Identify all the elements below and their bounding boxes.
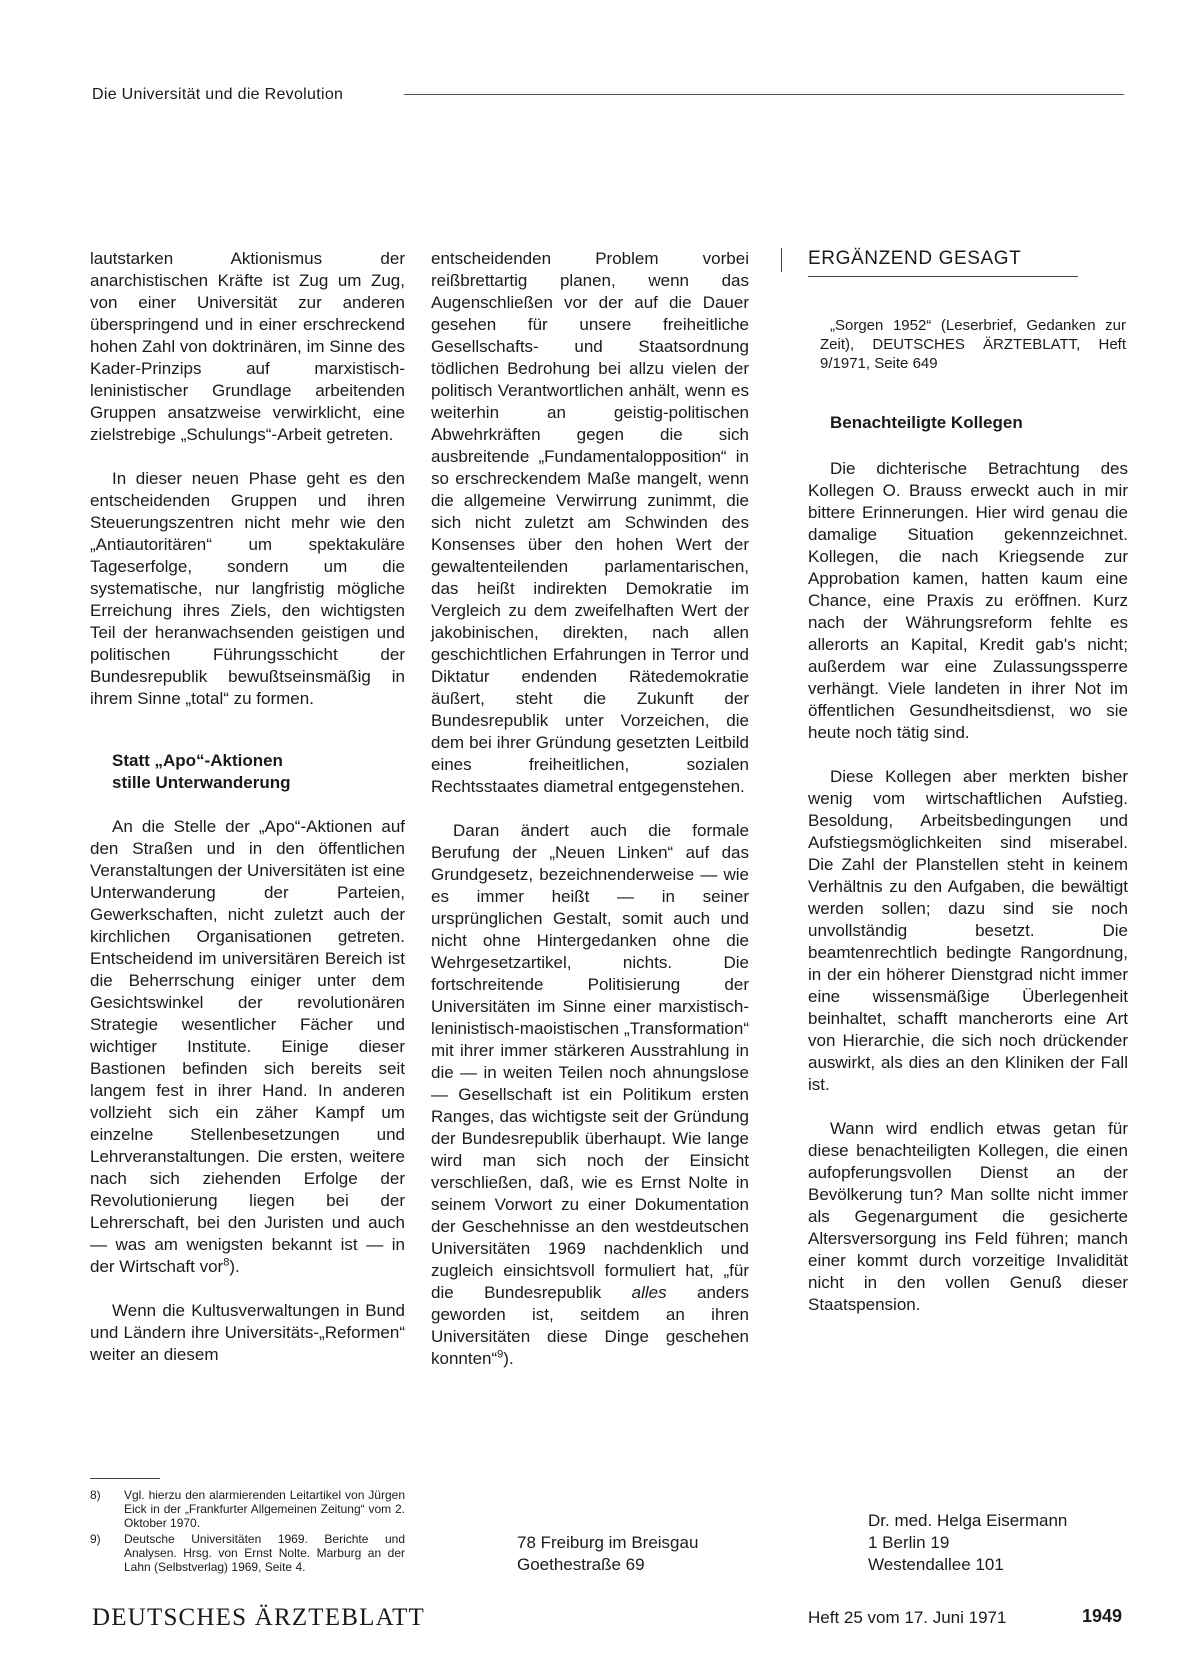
paragraph-text: ).	[229, 1257, 240, 1276]
reference-text: „Sorgen 1952“ (Leserbrief, Gedanken zur Zeit), DEUTSCHES ÄRZTEBLATT, Heft 9/1971, Seite 649	[820, 317, 1126, 372]
paragraph: entscheidenden Problem vorbei reißbrettartig planen, wenn das Augenschließen vor der auf die Dauer gesehen für unsere freiheitliche Gesellschafts- und Staatsordnung tödlichen Bedrohung bei allzu vielen der politisch Verantwortlichen anhält, wenn es weiterhin an geistig-politischen Abwehrkräften gegen die sich ausbreitende „Fundamentalopposition“ in so erschreckendem Maße mangelt, wenn die allgemeine Verwirrung zunimmt, die sich nicht zuletzt am Schwinden des Konsenses über den hohen Wert der gewaltenteilenden parlamentarischen, das heißt indirekten Demokratie im Vergleich zu dem zweifelhaften Wert der jakobinischen, direkten, nach allen geschichtlichen Erfahrungen in Terror und Diktatur endenden Rätedemokratie äußert, steht die Zukunft der Bundesrepublik unter Vorzeichen, die dem bei ihrer Gründung gesetzten Leitbild eines freiheitlichen, sozialen Rechtsstaates diametral entgegenstehen.	[431, 249, 749, 796]
paragraph-text: Daran ändert auch die formale Berufung der „Neuen Linken“ auf das Grundgesetz, bezeichnenderweise — wie es immer heißt — in seiner ursprünglichen Gestalt, somit auch und nicht ohne Hintergedanken ohne die Wehrgesetzartikel, nichts. Die fortschreitende Politisierung der Universitäten im Sinne einer marxistisch-leninistisch-maoistischen „Transformation“ mit ihrer immer stärkeren Ausstrahlung in die — in weiten Teilen noch ahnungslose — Gesellschaft ist ein Politikum ersten Ranges, das wichtigste seit der Gründung der Bundesrepublik überhaupt. Wie lange wird man sich noch der Einsicht verschließen, daß, wie es Ernst Nolte in seinem Vorwort zu einer Dokumentation der Geschehnisse an den westdeutschen Universitäten 1969 nachdenklich und zugleich einsichtsvoll formuliert hat, „für die Bundesrepublik	[431, 821, 749, 1302]
footnote	[90, 1532, 405, 1574]
signature-line: Dr. med. Helga Eisermann	[868, 1511, 1068, 1530]
footnote-mark: 8)	[90, 1488, 101, 1502]
paragraph	[90, 816, 405, 1278]
paragraph-text: An die Stelle der „Apo“-Aktionen auf den Straßen und in den öffentlichen Veranstaltungen der Universitäten ist eine Unterwanderung der Parteien, Gewerkschaften, nicht zuletzt auch der kirchlichen Organisationen getreten. Entscheidend im universitären Bereich ist die Beherrschung einiger unter dem Gesichtswinkel der revolutionären Strategie wesentlicher Fächer und wichtiger Institute. Einige dieser Bastionen befinden sich bereits seit langem fest in ihrer Hand. In anderen vollzieht sich ein zäher Kampf um einzelne Stellenbesetzungen und Lehrveranstaltungen. Die ersten, weitere nach sich ziehenden Erfolge der Revolutionierung liegen bei der Lehrerschaft, bei den Juristen und auch — was am wenigsten bekannt ist — in der Wirtschaft vor	[90, 817, 405, 1276]
paragraph-text: anders geworden ist, seitdem an ihren Universitäten diese Dinge geschehen konnten“	[431, 1283, 749, 1368]
paragraph: Diese Kollegen aber merkten bisher wenig vom wirtschaftlichen Aufstieg. Besoldung, Arbeitsbedingungen und Aufstiegsmöglichkeiten sind miserabel. Die Zahl der Planstellen steht in keinem Verhältnis zu den Aufgaben, die bewältigt werden sollen; dazu sind sie noch unvollständig besetzt. Die beamtenrechtlich bedingte Rangordnung, in der ein höherer Dienstgrad nicht immer eine wissensmäßige Überlegenheit beinhaltet, schafft mancherorts eine Art von Hierarchie, die sich noch drückender auswirkt, als dies an den Kliniken der Fall ist.	[808, 767, 1128, 1094]
emphasis: alles	[631, 1283, 667, 1302]
subheading	[90, 750, 405, 794]
subheading-line: stille Unterwanderung	[112, 773, 291, 792]
letter-reference	[808, 316, 1126, 373]
address-line: Goethestraße 69	[517, 1555, 645, 1574]
footnotes	[90, 1488, 405, 1576]
column-divider	[781, 248, 782, 272]
author-address	[517, 1532, 698, 1576]
footnote-mark: 9)	[90, 1532, 101, 1546]
paragraph-text: ).	[503, 1349, 514, 1368]
page-number: 1949	[1082, 1606, 1123, 1626]
paragraph: In dieser neuen Phase geht es den entscheidenden Gruppen und ihren Steuerungszentren nicht mehr wie den „Antiautoritären“ um spektakuläre Tageserfolge, sondern um die systematische, nur langfristig mögliche Erreichung ihres Ziels, den wichtigsten Teil der heranwachsenden geistigen und politischen Führungsschicht der Bundesrepublik bewußtseinsmäßig in ihrem Sinne „total“ zu formen.	[90, 469, 405, 708]
issue-info: Heft 25 vom 17. Juni 1971	[808, 1608, 1007, 1627]
footnote-text: Deutsche Universitäten 1969. Berichte und Analysen. Hrsg. von Ernst Nolte. Marburg an der Lahn (Selbstverlag) 1969, Seite 4.	[124, 1532, 405, 1574]
section-title: ERGÄNZEND GESAGT	[808, 248, 1022, 269]
signature-line: 1 Berlin 19	[868, 1533, 950, 1552]
paragraph: lautstarken Aktionismus der anarchistischen Kräfte ist Zug um Zug, von einer Universität zur anderen überspringend und in einer erschreckend hohen Zahl von doktrinären, im Sinne des Kader-Prinzips auf marxistisch-leninistischer Grundlage arbeitenden Gruppen ansatzweise verwirklicht, eine zielstrebige „Schulungs“-Arbeit getreten.	[90, 249, 405, 444]
footnote	[90, 1488, 405, 1530]
footnote-rule	[90, 1478, 160, 1479]
letter-body	[808, 458, 1128, 1316]
letter-signature	[868, 1510, 1067, 1576]
footnote-ref: 9	[497, 1348, 504, 1361]
letter-heading: Benachteiligte Kollegen	[830, 413, 1023, 432]
paragraph	[431, 820, 749, 1370]
column-1	[90, 248, 405, 1366]
address-line: 78 Freiburg im Breisgau	[517, 1533, 699, 1552]
section-rule	[808, 276, 1078, 277]
footnote-ref: 8	[223, 1256, 230, 1269]
subheading-line: Statt „Apo“-Aktionen	[112, 751, 283, 770]
paragraph: Wenn die Kultusverwaltungen in Bund und Ländern ihre Universitäts-„Reformen“ weiter an diesem	[90, 1301, 405, 1364]
paragraph: Die dichterische Betrachtung des Kollegen O. Brauss erweckt auch in mir bittere Erinnerungen. Hier wird genau die damalige Situation gekennzeichnet. Kollegen, die nach Kriegsende zur Approbation kamen, hatten kaum eine Chance, eine Praxis zu eröffnen. Kurz nach der Währungsreform fehlte es allerorts an Kapital, Kredit gab's nicht; außerdem war eine Zulassungssperre verhängt. Viele landeten in ihrer Not im öffentlichen Gesundheitsdienst, wo sie heute noch tätig sind.	[808, 459, 1128, 742]
footnote-text: Vgl. hierzu den alarmierenden Leitartikel von Jürgen Eick in der „Frankfurter Allgemeinen Zeitung“ vom 2. Oktober 1970.	[124, 1488, 405, 1530]
journal-name: DEUTSCHES ÄRZTEBLATT	[92, 1604, 426, 1631]
header-rule	[404, 94, 1124, 95]
signature-line: Westendallee 101	[868, 1555, 1004, 1574]
paragraph: Wann wird endlich etwas getan für diese benachteiligten Kollegen, die einen aufopferungsvollen Dienst an der Bevölkerung tun? Man sollte nicht immer als Gegenargument die gesicherte Altersversorgung ins Feld führen; manch einer kommt durch vorzeitige Invalidität nicht in den vollen Genuß dieser Staatspension.	[808, 1119, 1128, 1314]
running-title: Die Universität und die Revolution	[92, 86, 344, 103]
column-2	[431, 248, 749, 1370]
